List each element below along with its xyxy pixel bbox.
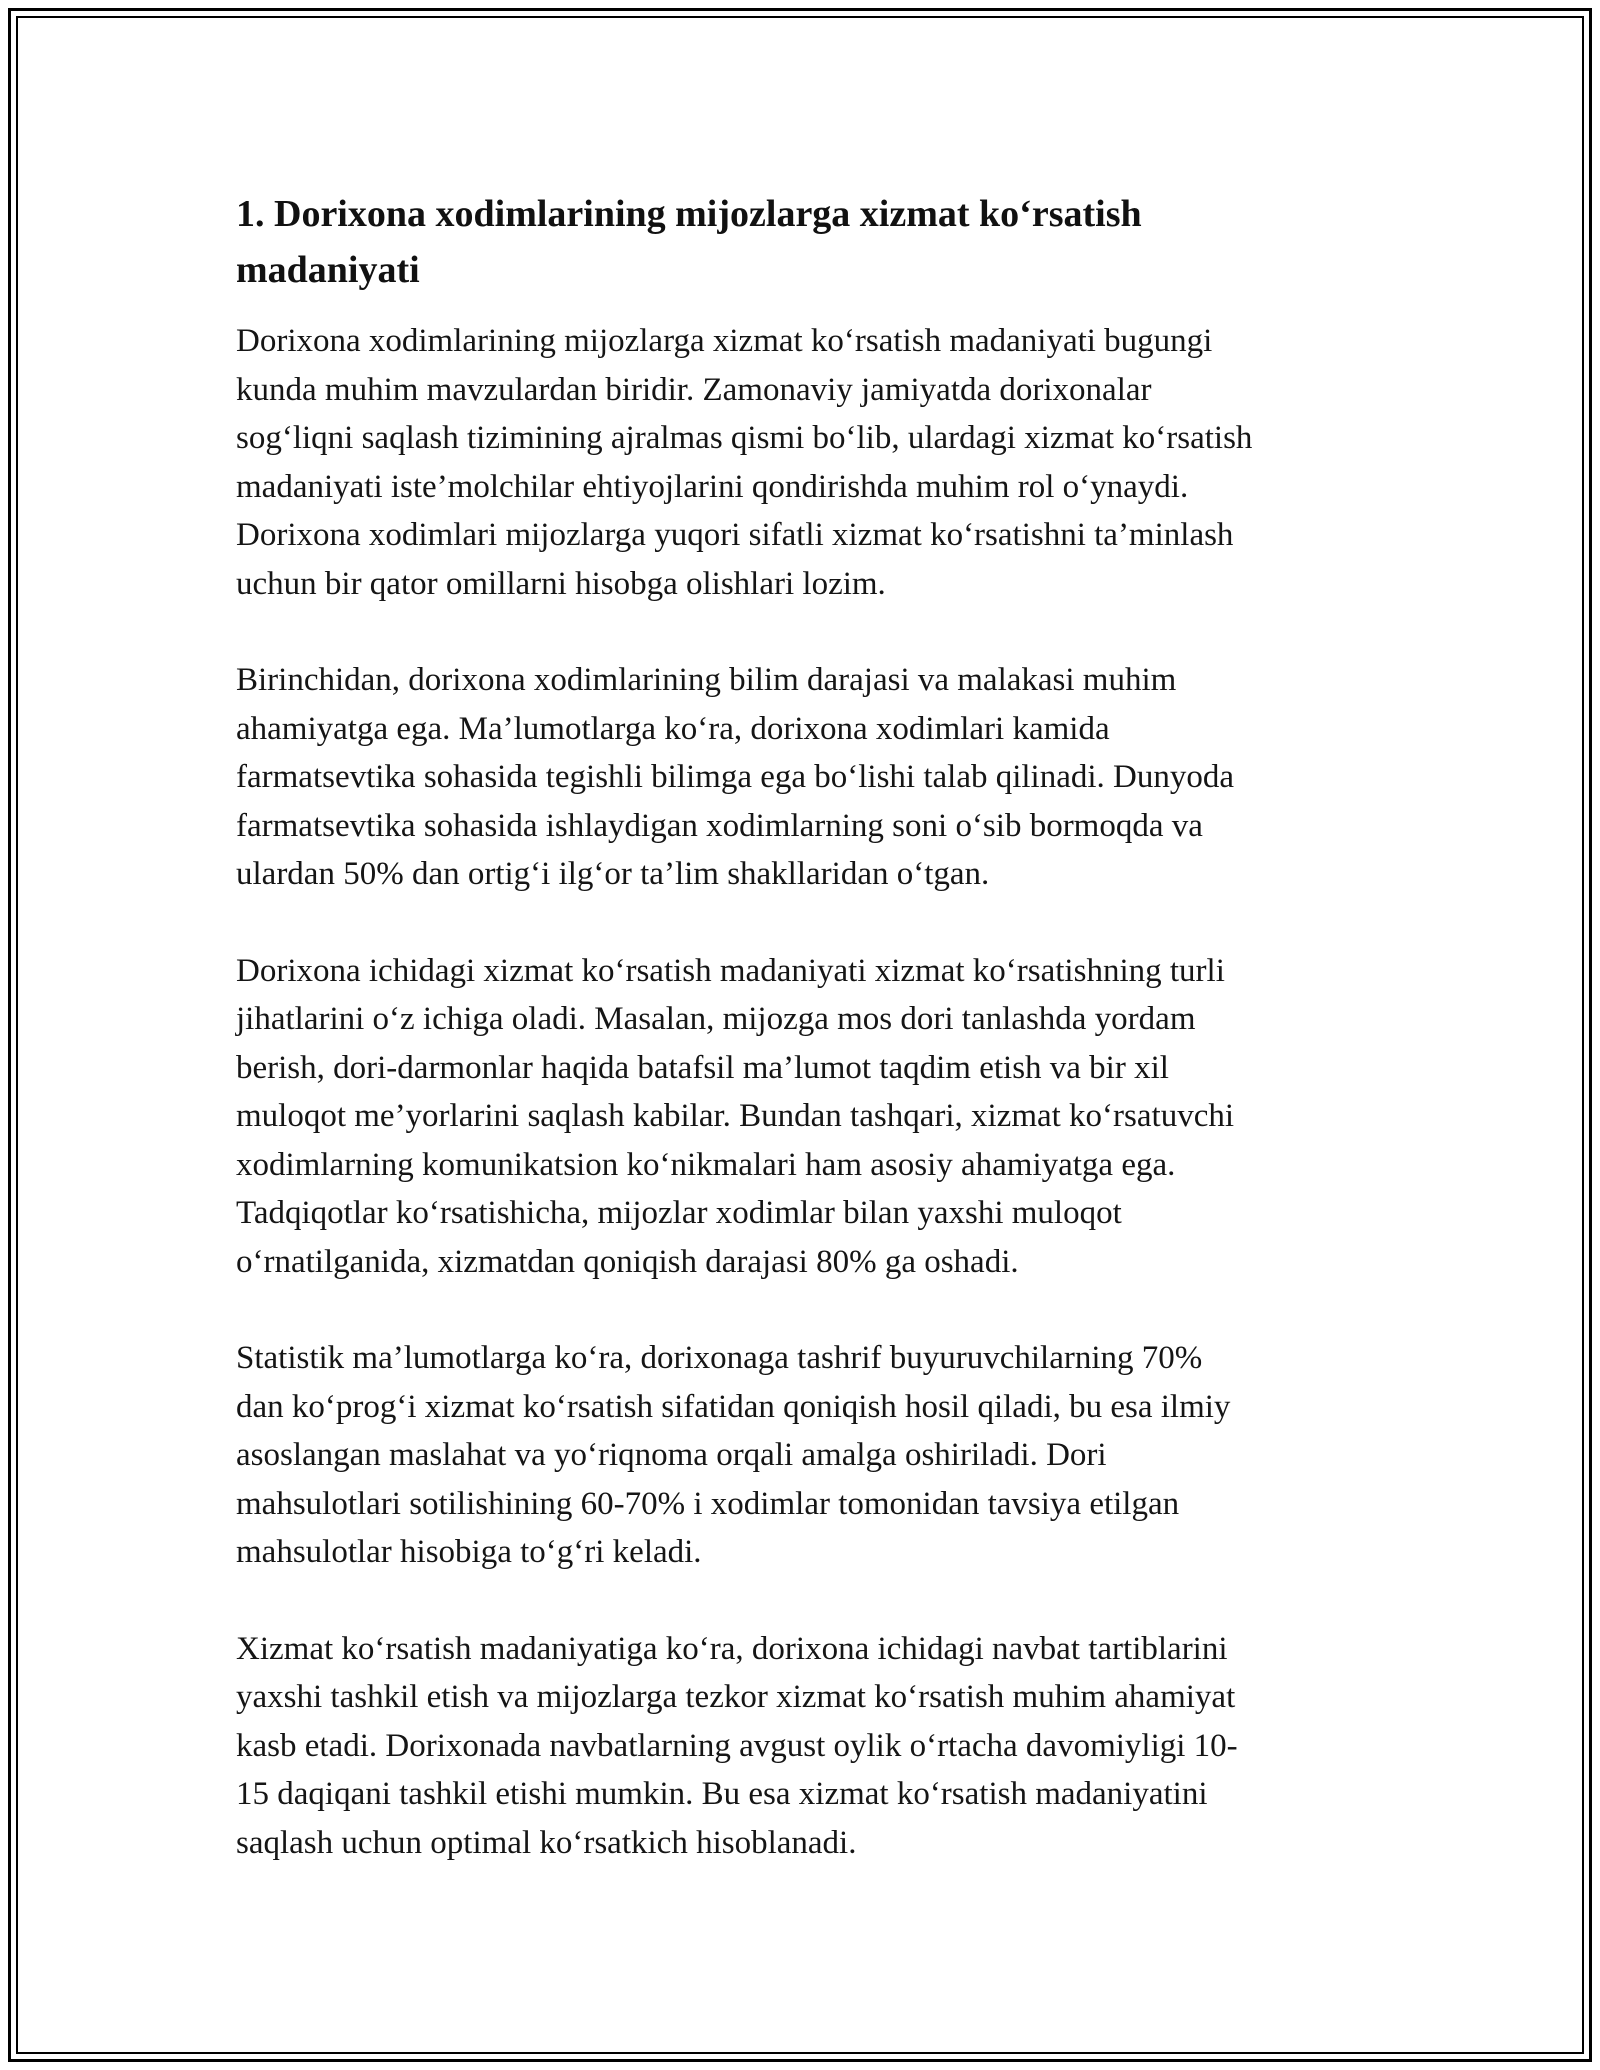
text-line: Dorixona xodimlarining mijozlarga xizmat ko‘rsatish madaniyati bugungi — [236, 323, 1213, 359]
text-line: farmatsevtika sohasida tegishli bilimga ega bo‘lishi talab qilinadi. Dunyoda — [236, 759, 1235, 795]
text-line: Dorixona ichidagi xizmat ko‘rsatish madaniyati xizmat ko‘rsatishning turli — [236, 952, 1225, 989]
text-line: ulardan 50% dan ortig‘i ilg‘or ta’lim shakllaridan o‘tgan. — [236, 856, 990, 892]
text-line: yaxshi tashkil etish va mijozlarga tezkor xizmat ko‘rsatish muhim ahamiyat — [236, 1679, 1236, 1715]
text-line: kunda muhim mavzulardan biridir. Zamonaviy jamiyatda dorixonalar — [236, 371, 1152, 408]
text-line: mahsulotlari sotilishining 60-70% i xodimlar tomonidan tavsiya etilgan — [236, 1485, 1180, 1522]
text-line: farmatsevtika sohasida ishlaydigan xodimlarning soni o‘sib bormoqda va — [236, 807, 1203, 844]
text-line: Statistik ma’lumotlarga ko‘ra, dorixonaga tashrif buyuruvchilarning 70% — [236, 1340, 1203, 1376]
paragraph-service-culture — [236, 947, 1376, 1287]
paragraph-staff-knowledge — [236, 656, 1376, 899]
text-line: asoslangan maslahat va yo‘riqnoma orqali amalga oshiriladi. Dori — [236, 1437, 1107, 1473]
text-line: sog‘liqni saqlash tizimining ajralmas qismi bo‘lib, ulardagi xizmat ko‘rsatish — [236, 420, 1253, 456]
text-line: Xizmat ko‘rsatish madaniyatiga ko‘ra, dorixona ichidagi navbat tartiblarini — [236, 1630, 1228, 1667]
section-heading — [236, 186, 1376, 298]
text-line: madaniyati iste’molchilar ehtiyojlarini qondirishda muhim rol o‘ynaydi. — [236, 468, 1189, 505]
paragraph-queue — [236, 1625, 1376, 1868]
text-line: Tadqiqotlar ko‘rsatishicha, mijozlar xodimlar bilan yaxshi muloqot — [236, 1195, 1122, 1231]
text-line: jihatlarini o‘z ichiga oladi. Masalan, mijozga mos dori tanlashda yordam — [236, 1001, 1196, 1037]
text-line: 15 daqiqani tashkil etishi mumkin. Bu esa xizmat ko‘rsatish madaniyatini — [236, 1776, 1208, 1812]
text-line: o‘rnatilganida, xizmatdan qoniqish darajasi 80% ga oshadi. — [236, 1243, 1019, 1280]
text-line: mahsulotlar hisobiga to‘g‘ri keladi. — [236, 1534, 702, 1570]
heading-line: 1. Dorixona xodimlarining mijozlarga xizmat ko‘rsatish — [236, 193, 1142, 235]
text-line: muloqot me’yorlarini saqlash kabilar. Bundan tashqari, xizmat ko‘rsatuvchi — [236, 1098, 1235, 1134]
text-line: ahamiyatga ega. Ma’lumotlarga ko‘ra, dorixona xodimlari kamida — [236, 710, 1110, 747]
text-line: xodimlarning komunikatsion ko‘nikmalari ham asosiy ahamiyatga ega. — [236, 1146, 1176, 1183]
text-line: saqlash uchun optimal ko‘rsatkich hisoblanadi. — [236, 1824, 857, 1861]
document-body — [236, 186, 1376, 1915]
paragraph-intro — [236, 317, 1376, 608]
text-line: kasb etadi. Dorixonada navbatlarning avgust oylik o‘rtacha davomiyligi 10- — [236, 1727, 1238, 1764]
heading-line: madaniyati — [236, 249, 420, 291]
paragraph-statistics — [236, 1334, 1376, 1577]
paragraph-list — [236, 317, 1376, 1867]
text-line: berish, dori-darmonlar haqida batafsil ma’lumot taqdim etish va bir xil — [236, 1049, 1169, 1086]
text-line: dan ko‘prog‘i xizmat ko‘rsatish sifatidan qoniqish hosil qiladi, bu esa ilmiy — [236, 1388, 1231, 1425]
text-line: Birinchidan, dorixona xodimlarining bilim darajasi va malakasi muhim — [236, 662, 1177, 698]
text-line: uchun bir qator omillarni hisobga olishlari lozim. — [236, 565, 886, 602]
text-line: Dorixona xodimlari mijozlarga yuqori sifatli xizmat ko‘rsatishni ta’minlash — [236, 517, 1234, 553]
